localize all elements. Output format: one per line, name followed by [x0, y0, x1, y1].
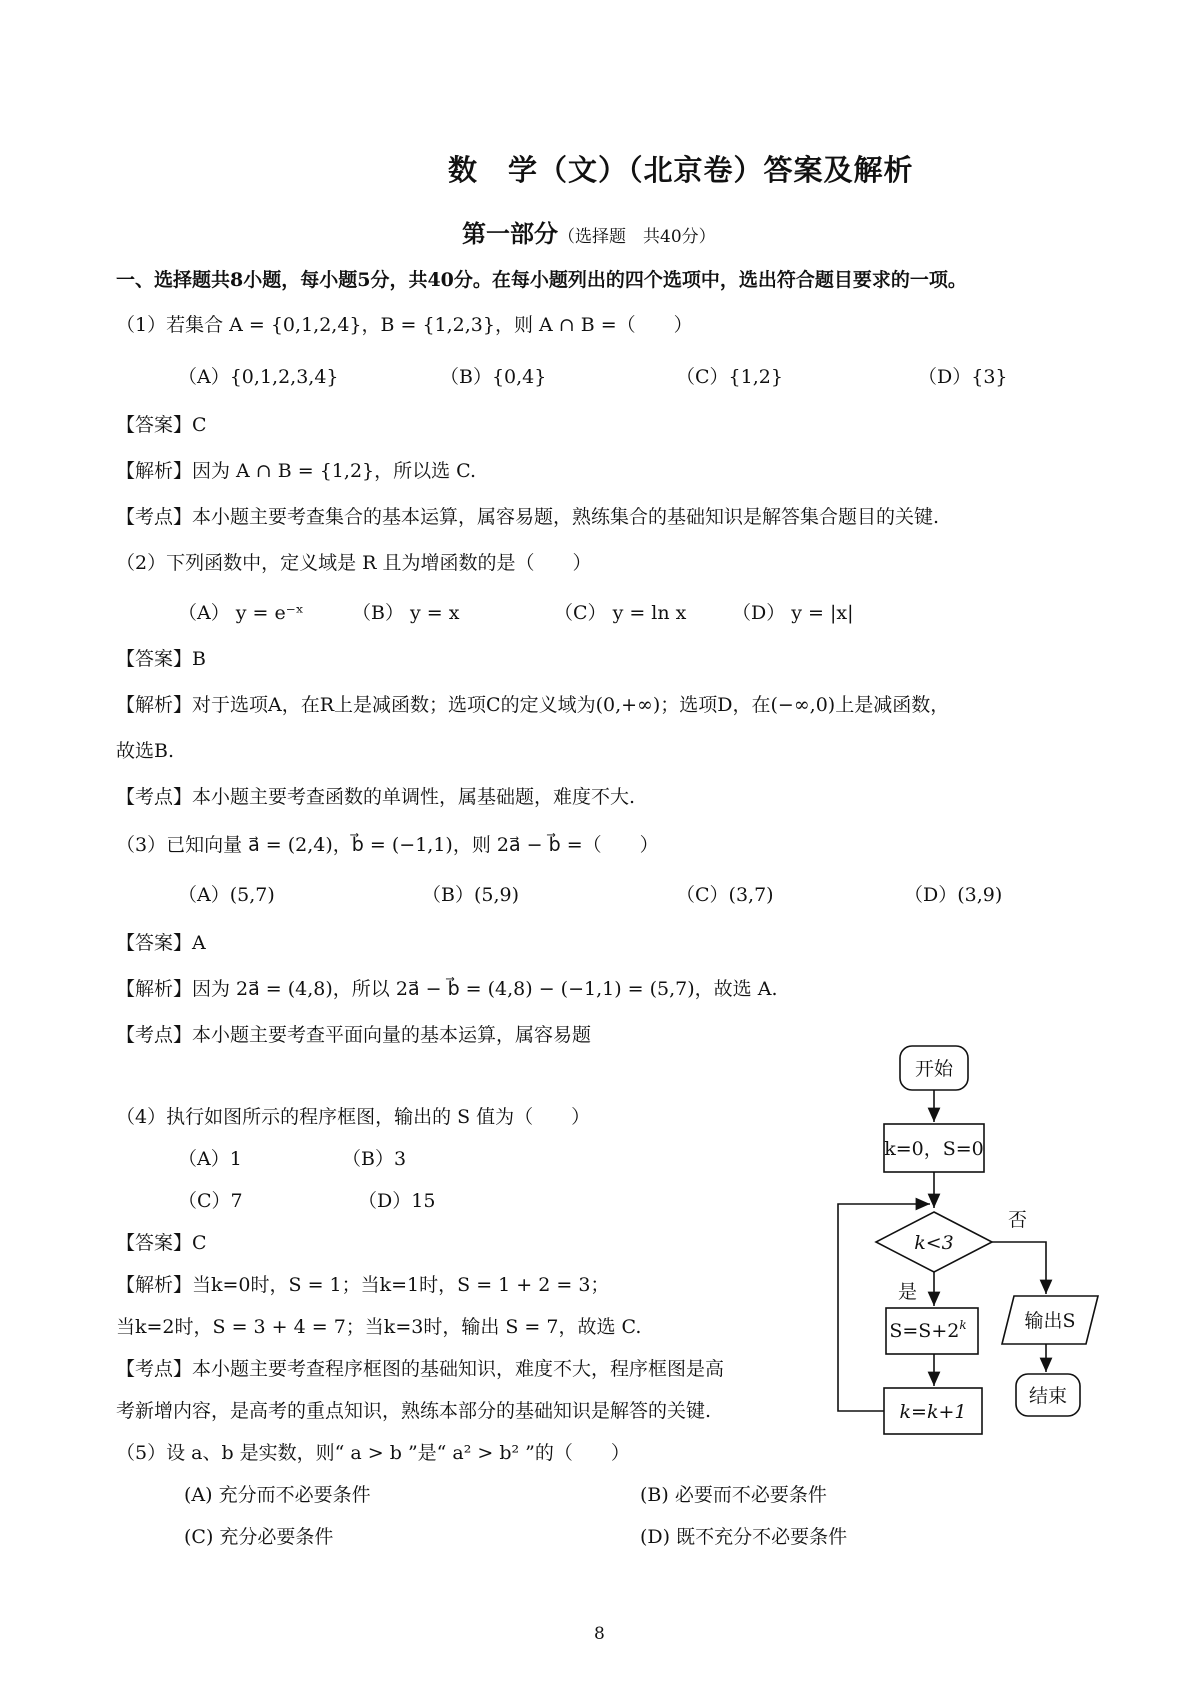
q3-option-a: （A）(5,7)	[178, 884, 275, 906]
flowchart	[836, 1030, 1136, 1450]
q1-option-c: （C）{1,2}	[676, 366, 783, 388]
q5-option-d: (D) 既不充分不必要条件	[640, 1526, 848, 1548]
q4-analysis-cont: 当k=2时，S = 3 + 4 = 7；当k=3时，输出 S = 7，故选 C.	[116, 1316, 642, 1338]
q2-stem: （2）下列函数中，定义域是 R 且为增函数的是（ ）	[116, 552, 592, 574]
q4-option-d: （D）15	[358, 1190, 436, 1212]
q3-answer: 【答案】A	[116, 932, 206, 954]
q3-option-d: （D）(3,9)	[904, 884, 1003, 906]
q4-analysis: 【解析】当k=0时，S = 1；当k=1时，S = 1 + 2 = 3；	[116, 1274, 610, 1296]
part-heading	[462, 214, 716, 249]
part-note: （选择题 共40分）	[558, 227, 716, 247]
q2-option-d: （D） y = |x|	[732, 602, 854, 624]
q1-point: 【考点】本小题主要考查集合的基本运算，属容易题，熟练集合的基础知识是解答集合题目的关键.	[116, 506, 940, 528]
q1-option-d: （D）{3}	[918, 366, 1008, 388]
q1-stem: （1）若集合 A = {0,1,2,4}，B = {1,2,3}，则 A ∩ B =（ ）	[116, 314, 693, 336]
page-title: 数 学（文）（北京卷）答案及解析	[448, 153, 914, 187]
q2-point: 【考点】本小题主要考查函数的单调性，属基础题，难度不大.	[116, 786, 636, 808]
flow-update-text: S=S+2	[889, 1320, 960, 1342]
flow-start-label: 开始	[914, 1058, 954, 1080]
q2-option-c: （C） y = ln x	[554, 602, 687, 624]
q4-point: 【考点】本小题主要考查程序框图的基础知识，难度不大，程序框图是高	[116, 1358, 725, 1380]
flow-decision-label: k<3	[914, 1232, 954, 1254]
q2-analysis: 【解析】对于选项A，在R上是减函数；选项C的定义域为(0,+∞)；选项D，在(−∞,0)上是减函数，	[116, 694, 950, 716]
flow-increment-label: k=k+1	[899, 1401, 967, 1423]
flow-end-label: 结束	[1028, 1385, 1068, 1407]
q3-analysis: 【解析】因为 2a⃗ = (4,8)，所以 2a⃗ − b⃗ = (4,8) − (−1,1) = (5,7)，故选 A.	[116, 978, 778, 1000]
q2-analysis-cont: 故选B.	[116, 740, 175, 762]
q4-option-c: （C）7	[178, 1190, 243, 1212]
q3-option-b: （B）(5,9)	[422, 884, 520, 906]
q5-option-a: (A) 充分而不必要条件	[184, 1484, 371, 1506]
q5-option-b: (B) 必要而不必要条件	[640, 1484, 827, 1506]
q4-answer: 【答案】C	[116, 1232, 207, 1254]
q1-answer: 【答案】C	[116, 414, 207, 436]
flow-update-exponent: k	[959, 1318, 967, 1332]
page-number: 8	[594, 1624, 605, 1644]
q5-stem: （5）设 a、b 是实数，则“ a > b ”是“ a² > b² ”的（ ）	[116, 1442, 630, 1464]
q4-point-cont: 考新增内容，是高考的重点知识，熟练本部分的基础知识是解答的关键.	[116, 1400, 712, 1422]
q2-option-b: （B） y = x	[352, 602, 460, 624]
q2-answer: 【答案】B	[116, 648, 206, 670]
q1-analysis: 【解析】因为 A ∩ B = {1,2}，所以选 C.	[116, 460, 477, 482]
flow-no-label: 否	[1008, 1209, 1028, 1231]
q5-option-c: (C) 充分必要条件	[184, 1526, 334, 1548]
q3-stem: （3）已知向量 a⃗ = (2,4)，b⃗ = (−1,1)，则 2a⃗ − b⃗ =（ ）	[116, 834, 659, 856]
flow-yes-label: 是	[898, 1281, 918, 1303]
q4-option-a: （A）1	[178, 1148, 242, 1170]
q2-option-a: （A） y = e⁻ˣ	[178, 602, 304, 624]
q3-option-c: （C）(3,7)	[676, 884, 774, 906]
q4-stem: （4）执行如图所示的程序框图，输出的 S 值为（ ）	[116, 1106, 591, 1128]
flow-update-label	[889, 1318, 966, 1342]
flow-init-label: k=0，S=0	[884, 1138, 984, 1160]
flow-output-label: 输出S	[1024, 1310, 1076, 1332]
flow-arrow-no	[992, 1242, 1046, 1294]
q1-option-a: （A）{0,1,2,3,4}	[178, 366, 339, 388]
part-name: 第一部分	[462, 219, 558, 248]
q4-option-b: （B）3	[342, 1148, 407, 1170]
section-instructions: 一、选择题共8小题，每小题5分，共40分。在每小题列出的四个选项中，选出符合题目要求的一项。	[116, 269, 967, 291]
q3-point: 【考点】本小题主要考查平面向量的基本运算，属容易题	[116, 1024, 592, 1046]
q1-option-b: （B）{0,4}	[440, 366, 547, 388]
